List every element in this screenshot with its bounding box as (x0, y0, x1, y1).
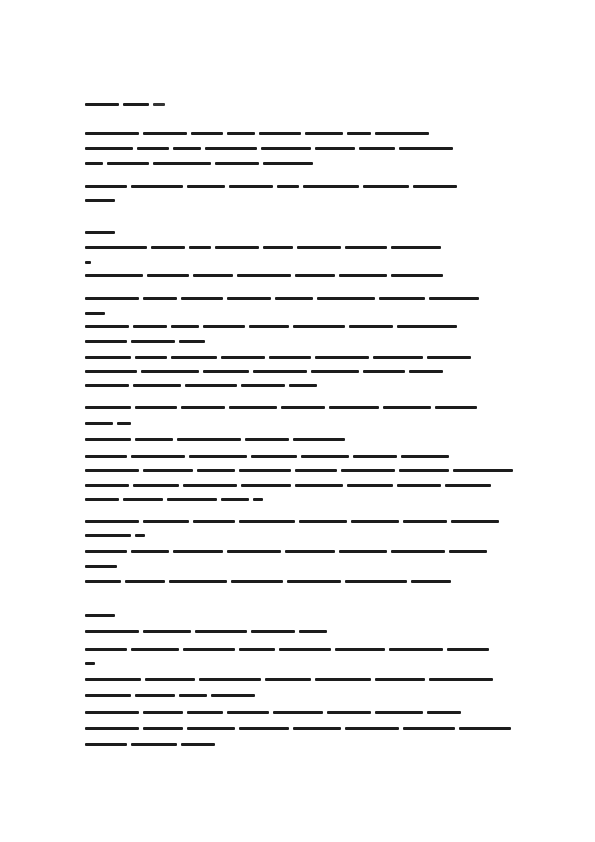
text-line (85, 436, 345, 442)
text-line (85, 197, 115, 203)
text-line (85, 160, 313, 166)
text-line (85, 183, 457, 189)
text-line (85, 482, 491, 488)
heading-line (85, 101, 165, 107)
text-line (85, 310, 105, 316)
text-line (85, 692, 255, 698)
text-line (85, 130, 429, 136)
text-line (85, 518, 499, 524)
text-line (85, 741, 215, 747)
text-line (85, 628, 327, 634)
text-line (85, 338, 205, 344)
text-line (85, 368, 443, 374)
text-line (85, 660, 95, 666)
section-heading (85, 612, 115, 618)
text-line (85, 404, 477, 410)
text-line (85, 563, 117, 569)
text-line (85, 709, 461, 715)
text-line (85, 532, 145, 538)
text-line (85, 646, 489, 652)
text-line (85, 420, 131, 426)
text-line (85, 244, 441, 250)
section-heading (85, 229, 115, 235)
text-line (85, 467, 513, 473)
text-line (85, 496, 263, 502)
text-line (85, 259, 91, 265)
text-line (85, 382, 317, 388)
text-line (85, 578, 451, 584)
text-line (85, 548, 487, 554)
text-line (85, 676, 493, 682)
text-line (85, 145, 453, 151)
text-line (85, 323, 457, 329)
text-line (85, 453, 449, 459)
text-line (85, 272, 443, 278)
text-line (85, 725, 511, 731)
text-line (85, 354, 471, 360)
text-line (85, 295, 479, 301)
